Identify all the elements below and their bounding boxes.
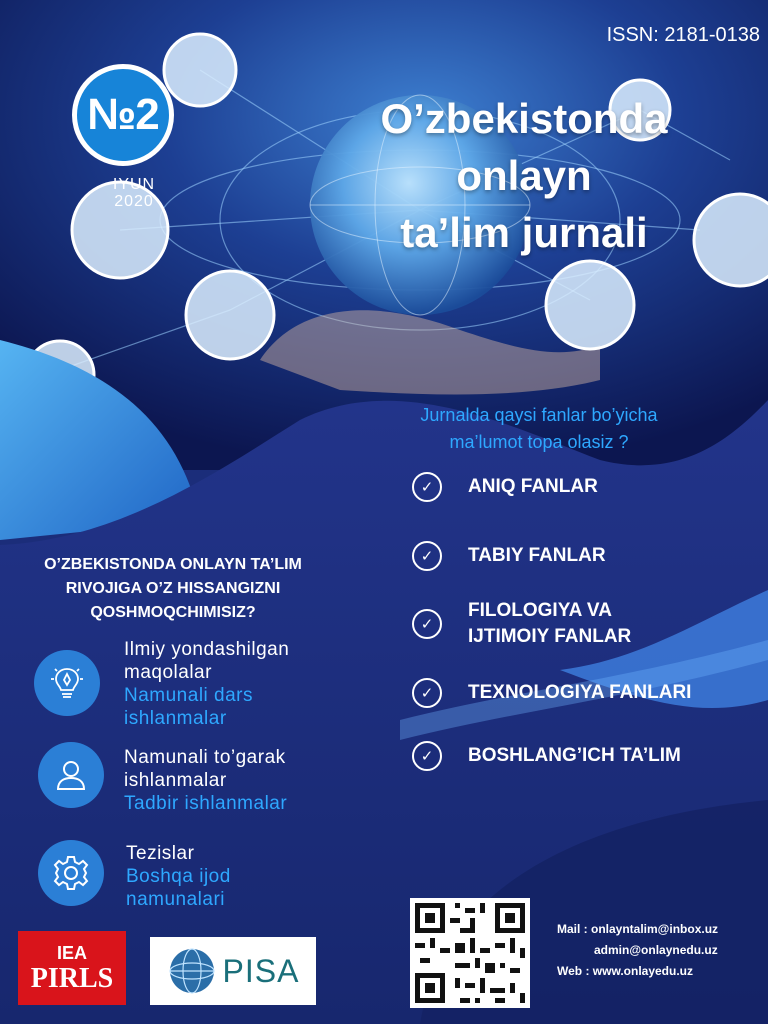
contact-mail-primary: Mail : onlayntalim@inbox.uz [557, 922, 719, 936]
feature-line: namunalari [126, 889, 225, 910]
subject-label: TABIY FANLAR [468, 545, 606, 566]
journal-title-line: onlayn [456, 152, 592, 199]
cta-line: RIVOJIGA O’Z HISSANGIZNI [65, 580, 281, 597]
subject-item-boshlangich [412, 741, 681, 771]
subject-label-line: FILOLOGIYA VA [468, 600, 612, 621]
subject-label-line: IJTIMOIY FANLAR [468, 626, 632, 647]
subjects-question [380, 402, 698, 456]
contribute-call-to-action [18, 553, 328, 625]
issue-date [84, 176, 184, 210]
issue-month: IYUN [112, 176, 156, 193]
feature-line: Tadbir ishlanmalar [124, 793, 288, 814]
feature-line: Tezislar [126, 843, 195, 864]
feature-line: Ilmiy yondashilgan [124, 639, 290, 660]
cta-line: O’ZBEKISTONDA ONLAYN TA’LIM [44, 556, 302, 573]
journal-title-line: O’zbekistonda [380, 95, 668, 142]
iea-logo-text: IEA [56, 942, 87, 963]
feature-line: ishlanmalar [124, 770, 227, 791]
feature-circles [124, 746, 287, 815]
journal-title [280, 90, 768, 261]
issue-number-badge: №2 [72, 64, 174, 166]
check-icon: ✓ [412, 741, 442, 771]
issue-year: 2020 [114, 193, 154, 210]
globe-icon [167, 946, 217, 996]
subject-item-filologiya [412, 598, 631, 650]
feature-line: maqolalar [124, 662, 212, 683]
check-icon: ✓ [412, 541, 442, 571]
lightbulb-rocket-icon [34, 650, 100, 716]
check-icon: ✓ [412, 609, 442, 639]
user-icon [38, 742, 104, 808]
check-icon: ✓ [412, 678, 442, 708]
feature-line: Boshqa ijod [126, 866, 231, 887]
contact-mail-secondary: admin@onlaynedu.uz [594, 943, 718, 957]
subjects-question-line: Jurnalda qaysi fanlar bo’yicha [420, 405, 658, 425]
subjects-question-line: ma’lumot topa olasiz ? [449, 432, 629, 452]
pirls-logo-text: PIRLS [30, 962, 114, 994]
subject-item-tabiy [412, 541, 606, 571]
qr-code [410, 898, 530, 1008]
feature-line: Namunali dars [124, 685, 253, 706]
feature-articles [124, 638, 289, 730]
check-icon: ✓ [412, 472, 442, 502]
pisa-logo [150, 937, 316, 1005]
feature-line: ishlanmalar [124, 708, 227, 729]
subject-item-aniq [412, 472, 598, 502]
feature-line: Namunali to’garak [124, 747, 286, 768]
pisa-logo-text: PISA [222, 952, 300, 989]
subject-label [468, 598, 631, 650]
contact-website: Web : www.onlayedu.uz [557, 964, 694, 978]
feature-theses [126, 842, 231, 911]
subject-label: BOSHLANG’ICH TA’LIM [468, 745, 681, 766]
subject-label: TEXNOLOGIYA FANLARI [468, 682, 692, 703]
cta-line: QOSHMOQCHIMISIZ? [90, 604, 256, 621]
issn-label: ISSN: 2181-0138 [606, 24, 760, 46]
subject-label: ANIQ FANLAR [468, 476, 598, 497]
subject-item-texnologiya [412, 678, 691, 708]
pirls-logo [18, 931, 126, 1005]
gear-icon [38, 840, 104, 906]
journal-title-line: ta’lim jurnali [400, 209, 648, 256]
